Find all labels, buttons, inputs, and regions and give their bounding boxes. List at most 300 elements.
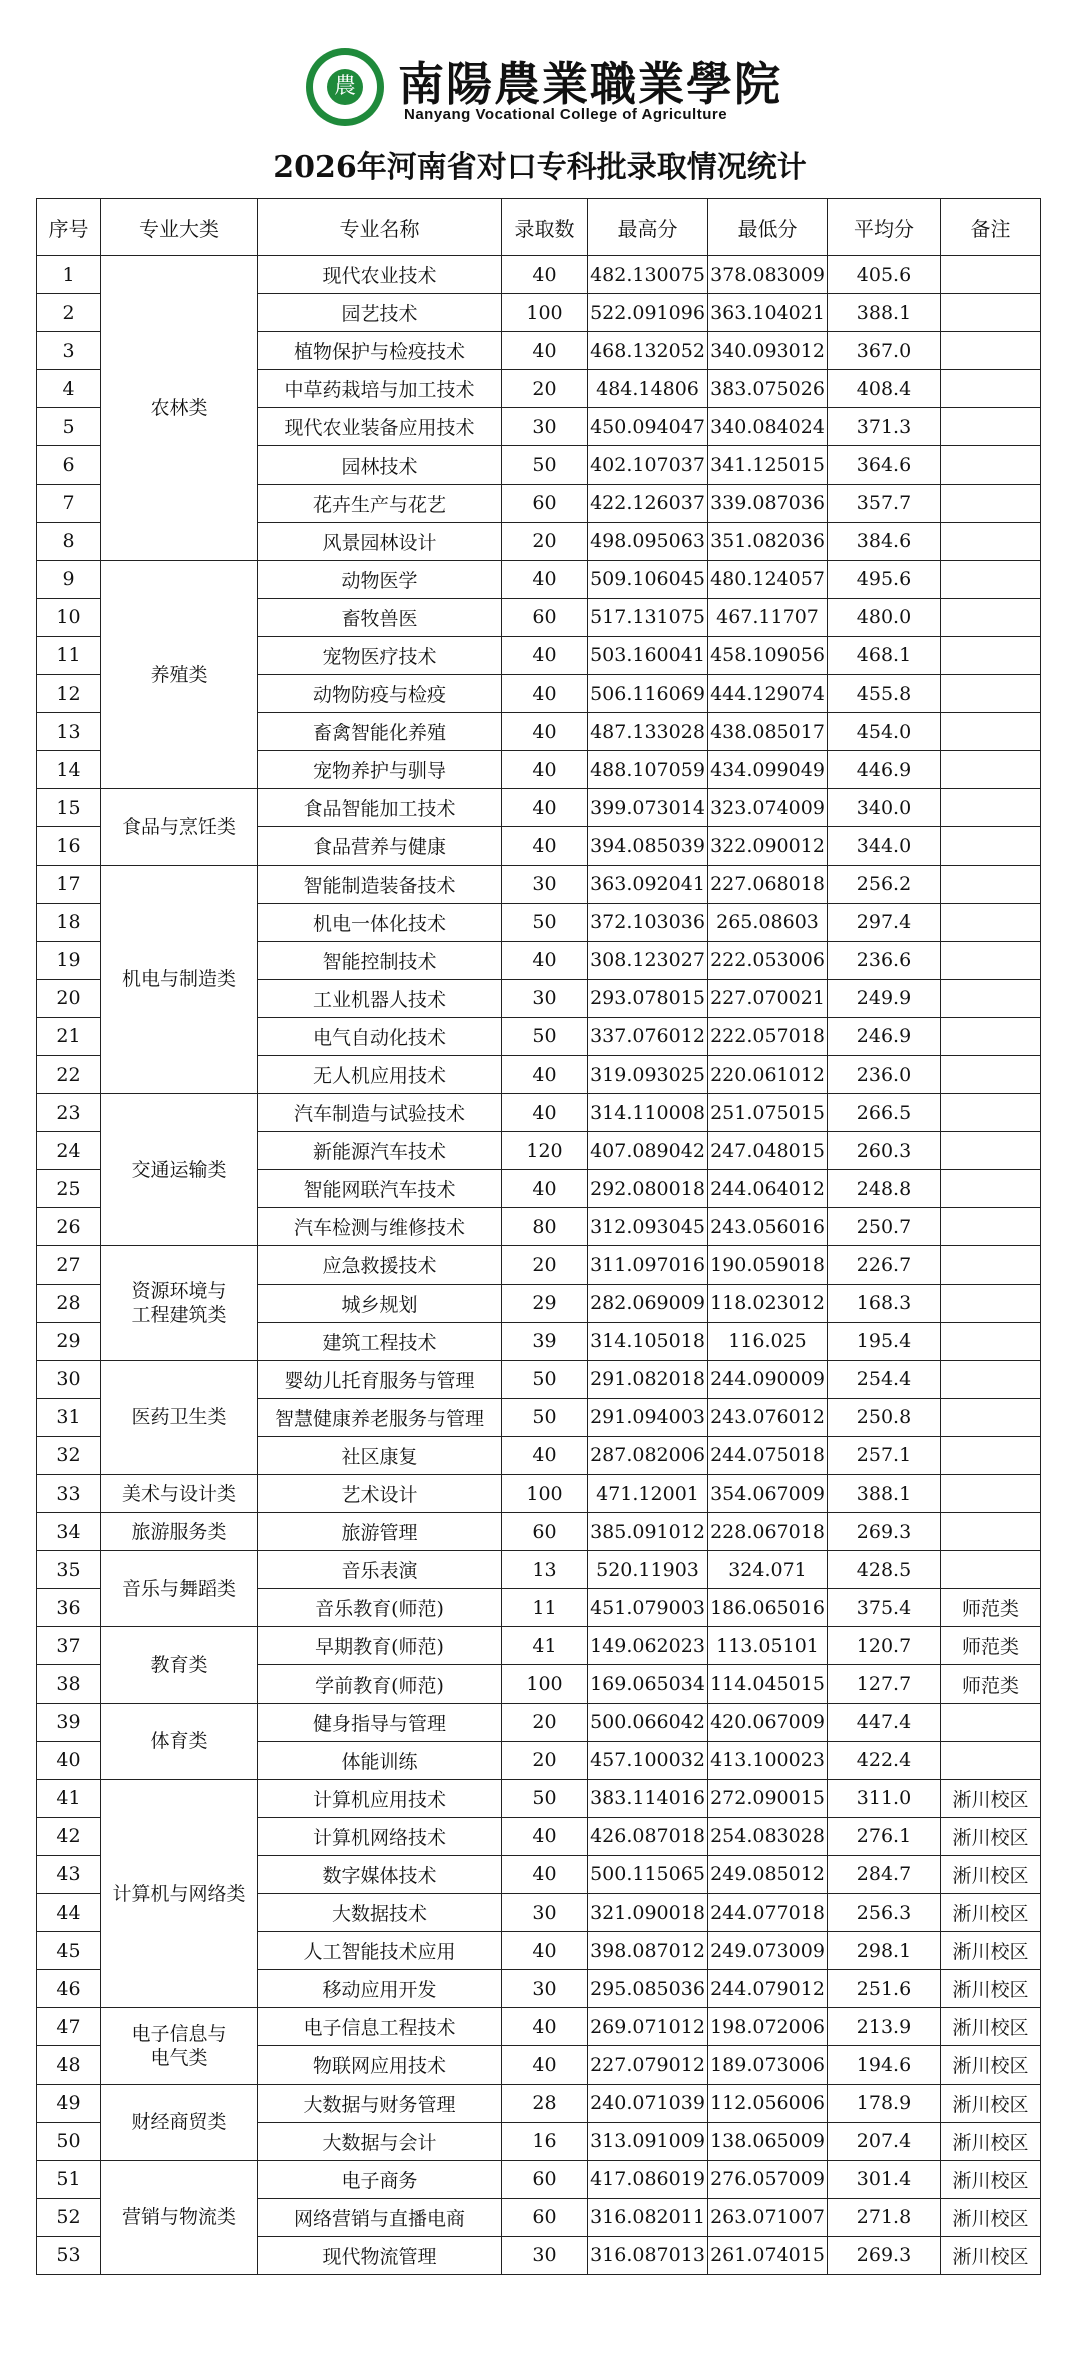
admitted-count-cell: 50 [502, 446, 588, 484]
avg-score-cell: 120.7 [828, 1627, 941, 1665]
remark-cell [941, 636, 1041, 674]
min-score-cell: 227.068018 [708, 865, 828, 903]
admitted-count-cell: 100 [502, 294, 588, 332]
min-score-cell: 189.073006 [708, 2046, 828, 2084]
max-score-cell: 520.11903 [588, 1551, 708, 1589]
admission-table [36, 198, 1041, 2275]
max-score-cell: 314.105018 [588, 1322, 708, 1360]
max-score-cell: 503.160041 [588, 636, 708, 674]
admitted-count-cell: 30 [502, 979, 588, 1017]
major-name-cell: 动物医学 [258, 560, 502, 598]
min-score-cell: 244.075018 [708, 1436, 828, 1474]
table-row [37, 865, 1041, 903]
admitted-count-cell: 50 [502, 1779, 588, 1817]
max-score-cell: 311.097016 [588, 1246, 708, 1284]
category-cell: 教育类 [101, 1627, 258, 1703]
max-score-cell: 506.116069 [588, 675, 708, 713]
avg-score-cell: 447.4 [828, 1703, 941, 1741]
category-cell: 营销与物流类 [101, 2160, 258, 2274]
row-index-cell: 48 [37, 2046, 101, 2084]
remark-cell: 淅川校区 [941, 2046, 1041, 2084]
avg-score-cell: 371.3 [828, 408, 941, 446]
avg-score-cell: 257.1 [828, 1436, 941, 1474]
major-name-cell: 学前教育(师范) [258, 1665, 502, 1703]
header-row [37, 199, 1041, 256]
remark-cell: 淅川校区 [941, 2122, 1041, 2160]
avg-score-cell: 260.3 [828, 1132, 941, 1170]
remark-cell [941, 789, 1041, 827]
avg-score-cell: 226.7 [828, 1246, 941, 1284]
category-cell: 养殖类 [101, 560, 258, 789]
remark-cell [941, 865, 1041, 903]
admitted-count-cell: 30 [502, 2236, 588, 2274]
logo-core: 農 [327, 69, 363, 105]
admitted-count-cell: 100 [502, 1665, 588, 1703]
row-index-cell: 12 [37, 675, 101, 713]
avg-score-cell: 271.8 [828, 2198, 941, 2236]
admitted-count-cell: 20 [502, 1703, 588, 1741]
row-index-cell: 6 [37, 446, 101, 484]
row-index-cell: 15 [37, 789, 101, 827]
admitted-count-cell: 40 [502, 941, 588, 979]
max-score-cell: 293.078015 [588, 979, 708, 1017]
column-header: 专业名称 [258, 199, 502, 256]
remark-cell [941, 675, 1041, 713]
row-index-cell: 8 [37, 522, 101, 560]
avg-score-cell: 195.4 [828, 1322, 941, 1360]
row-index-cell: 16 [37, 827, 101, 865]
major-name-cell: 音乐教育(师范) [258, 1589, 502, 1627]
max-score-cell: 314.110008 [588, 1094, 708, 1132]
max-score-cell: 500.066042 [588, 1703, 708, 1741]
admitted-count-cell: 40 [502, 332, 588, 370]
min-score-cell: 244.079012 [708, 1970, 828, 2008]
major-name-cell: 智能控制技术 [258, 941, 502, 979]
major-name-cell: 动物防疫与检疫 [258, 675, 502, 713]
category-cell: 旅游服务类 [101, 1513, 258, 1551]
major-name-cell: 食品智能加工技术 [258, 789, 502, 827]
avg-score-cell: 248.8 [828, 1170, 941, 1208]
table-row [37, 1513, 1041, 1551]
avg-score-cell: 428.5 [828, 1551, 941, 1589]
max-score-cell: 169.065034 [588, 1665, 708, 1703]
avg-score-cell: 408.4 [828, 370, 941, 408]
major-name-cell: 新能源汽车技术 [258, 1132, 502, 1170]
remark-cell [941, 1055, 1041, 1093]
min-score-cell: 198.072006 [708, 2008, 828, 2046]
max-score-cell: 451.079003 [588, 1589, 708, 1627]
max-score-cell: 383.114016 [588, 1779, 708, 1817]
category-label-line: 电气类 [150, 2046, 208, 2069]
row-index-cell: 36 [37, 1589, 101, 1627]
admitted-count-cell: 16 [502, 2122, 588, 2160]
row-index-cell: 28 [37, 1284, 101, 1322]
min-score-cell: 254.083028 [708, 1817, 828, 1855]
min-score-cell: 272.090015 [708, 1779, 828, 1817]
avg-score-cell: 236.0 [828, 1055, 941, 1093]
row-index-cell: 35 [37, 1551, 101, 1589]
remark-cell [941, 370, 1041, 408]
avg-score-cell: 297.4 [828, 903, 941, 941]
table-row [37, 1246, 1041, 1284]
admitted-count-cell: 13 [502, 1551, 588, 1589]
remark-cell [941, 1132, 1041, 1170]
remark-cell [941, 408, 1041, 446]
table-row [37, 2084, 1041, 2122]
remark-cell [941, 1398, 1041, 1436]
major-name-cell: 汽车检测与维修技术 [258, 1208, 502, 1246]
admitted-count-cell: 41 [502, 1627, 588, 1665]
row-index-cell: 22 [37, 1055, 101, 1093]
min-score-cell: 118.023012 [708, 1284, 828, 1322]
major-name-cell: 现代物流管理 [258, 2236, 502, 2274]
remark-cell: 淅川校区 [941, 1894, 1041, 1932]
min-score-cell: 113.05101 [708, 1627, 828, 1665]
admitted-count-cell: 30 [502, 408, 588, 446]
row-index-cell: 30 [37, 1360, 101, 1398]
row-index-cell: 29 [37, 1322, 101, 1360]
admitted-count-cell: 30 [502, 865, 588, 903]
max-score-cell: 321.090018 [588, 1894, 708, 1932]
column-header: 平均分 [828, 199, 941, 256]
row-index-cell: 34 [37, 1513, 101, 1551]
min-score-cell: 413.100023 [708, 1741, 828, 1779]
avg-score-cell: 250.8 [828, 1398, 941, 1436]
admitted-count-cell: 40 [502, 713, 588, 751]
max-score-cell: 500.115065 [588, 1855, 708, 1893]
min-score-cell: 324.071 [708, 1551, 828, 1589]
major-name-cell: 园艺技术 [258, 294, 502, 332]
admitted-count-cell: 40 [502, 1436, 588, 1474]
max-score-cell: 450.094047 [588, 408, 708, 446]
major-name-cell: 电子信息工程技术 [258, 2008, 502, 2046]
row-index-cell: 41 [37, 1779, 101, 1817]
category-cell: 美术与设计类 [101, 1475, 258, 1513]
admitted-count-cell: 40 [502, 1055, 588, 1093]
major-name-cell: 花卉生产与花艺 [258, 484, 502, 522]
major-name-cell: 机电一体化技术 [258, 903, 502, 941]
min-score-cell: 116.025 [708, 1322, 828, 1360]
row-index-cell: 32 [37, 1436, 101, 1474]
min-score-cell: 138.065009 [708, 2122, 828, 2160]
major-name-cell: 智能网联汽车技术 [258, 1170, 502, 1208]
row-index-cell: 43 [37, 1855, 101, 1893]
college-logo-icon [306, 48, 384, 126]
table-row [37, 256, 1041, 294]
row-index-cell: 40 [37, 1741, 101, 1779]
max-score-cell: 482.130075 [588, 256, 708, 294]
remark-cell [941, 332, 1041, 370]
min-score-cell: 434.099049 [708, 751, 828, 789]
remark-cell [941, 827, 1041, 865]
page-title: 2026年河南省对口专科批录取情况统计 [273, 150, 807, 185]
remark-cell: 淅川校区 [941, 2160, 1041, 2198]
avg-score-cell: 178.9 [828, 2084, 941, 2122]
row-index-cell: 49 [37, 2084, 101, 2122]
max-score-cell: 487.133028 [588, 713, 708, 751]
admitted-count-cell: 60 [502, 484, 588, 522]
admitted-count-cell: 50 [502, 1017, 588, 1055]
max-score-cell: 337.076012 [588, 1017, 708, 1055]
page-header [0, 0, 1080, 138]
avg-score-cell: 357.7 [828, 484, 941, 522]
column-header: 录取数 [502, 199, 588, 256]
max-score-cell: 417.086019 [588, 2160, 708, 2198]
avg-score-cell: 236.6 [828, 941, 941, 979]
remark-cell [941, 941, 1041, 979]
major-name-cell: 园林技术 [258, 446, 502, 484]
avg-score-cell: 455.8 [828, 675, 941, 713]
admitted-count-cell: 11 [502, 1589, 588, 1627]
avg-score-cell: 454.0 [828, 713, 941, 751]
max-score-cell: 385.091012 [588, 1513, 708, 1551]
min-score-cell: 383.075026 [708, 370, 828, 408]
major-name-cell: 宠物医疗技术 [258, 636, 502, 674]
avg-score-cell: 127.7 [828, 1665, 941, 1703]
row-index-cell: 37 [37, 1627, 101, 1665]
category-cell: 计算机与网络类 [101, 1779, 258, 2008]
admitted-count-cell: 60 [502, 598, 588, 636]
row-index-cell: 51 [37, 2160, 101, 2198]
remark-cell: 淅川校区 [941, 2198, 1041, 2236]
max-score-cell: 402.107037 [588, 446, 708, 484]
table-row [37, 1703, 1041, 1741]
remark-cell [941, 1741, 1041, 1779]
avg-score-cell: 213.9 [828, 2008, 941, 2046]
admitted-count-cell: 20 [502, 1246, 588, 1284]
column-header: 备注 [941, 199, 1041, 256]
major-name-cell: 中草药栽培与加工技术 [258, 370, 502, 408]
major-name-cell: 现代农业技术 [258, 256, 502, 294]
row-index-cell: 38 [37, 1665, 101, 1703]
min-score-cell: 378.083009 [708, 256, 828, 294]
min-score-cell: 323.074009 [708, 789, 828, 827]
admitted-count-cell: 40 [502, 1932, 588, 1970]
max-score-cell: 319.093025 [588, 1055, 708, 1093]
category-cell: 机电与制造类 [101, 865, 258, 1094]
remark-cell [941, 560, 1041, 598]
admitted-count-cell: 50 [502, 1360, 588, 1398]
admitted-count-cell: 120 [502, 1132, 588, 1170]
remark-cell [941, 484, 1041, 522]
row-index-cell: 45 [37, 1932, 101, 1970]
category-cell: 农林类 [101, 256, 258, 561]
row-index-cell: 42 [37, 1817, 101, 1855]
college-name-en: Nanyang Vocational College of Agriculture [404, 106, 728, 123]
min-score-cell: 249.085012 [708, 1855, 828, 1893]
min-score-cell: 261.074015 [708, 2236, 828, 2274]
major-name-cell: 智慧健康养老服务与管理 [258, 1398, 502, 1436]
admitted-count-cell: 40 [502, 1817, 588, 1855]
category-cell [101, 1246, 258, 1360]
avg-score-cell: 249.9 [828, 979, 941, 1017]
avg-score-cell: 298.1 [828, 1932, 941, 1970]
max-score-cell: 308.123027 [588, 941, 708, 979]
college-name-cn: 南陽農業職業學院 [398, 57, 782, 111]
table-row [37, 1475, 1041, 1513]
major-name-cell: 社区康复 [258, 1436, 502, 1474]
min-score-cell: 340.093012 [708, 332, 828, 370]
avg-score-cell: 446.9 [828, 751, 941, 789]
avg-score-cell: 269.3 [828, 2236, 941, 2274]
max-score-cell: 407.089042 [588, 1132, 708, 1170]
admitted-count-cell: 40 [502, 256, 588, 294]
major-name-cell: 音乐表演 [258, 1551, 502, 1589]
remark-cell: 淅川校区 [941, 1817, 1041, 1855]
row-index-cell: 31 [37, 1398, 101, 1436]
admitted-count-cell: 60 [502, 1513, 588, 1551]
remark-cell: 淅川校区 [941, 1970, 1041, 2008]
avg-score-cell: 250.7 [828, 1208, 941, 1246]
min-score-cell: 444.129074 [708, 675, 828, 713]
admitted-count-cell: 40 [502, 1170, 588, 1208]
admitted-count-cell: 30 [502, 1970, 588, 2008]
remark-cell [941, 522, 1041, 560]
max-score-cell: 372.103036 [588, 903, 708, 941]
major-name-cell: 计算机网络技术 [258, 1817, 502, 1855]
admitted-count-cell: 40 [502, 827, 588, 865]
table-row [37, 2008, 1041, 2046]
column-header: 专业大类 [101, 199, 258, 256]
table-body [37, 256, 1041, 2275]
remark-cell [941, 1360, 1041, 1398]
major-name-cell: 物联网应用技术 [258, 2046, 502, 2084]
remark-cell [941, 751, 1041, 789]
remark-cell: 师范类 [941, 1627, 1041, 1665]
row-index-cell: 1 [37, 256, 101, 294]
avg-score-cell: 256.2 [828, 865, 941, 903]
row-index-cell: 39 [37, 1703, 101, 1741]
row-index-cell: 25 [37, 1170, 101, 1208]
major-name-cell: 旅游管理 [258, 1513, 502, 1551]
max-score-cell: 227.079012 [588, 2046, 708, 2084]
major-name-cell: 城乡规划 [258, 1284, 502, 1322]
category-cell: 音乐与舞蹈类 [101, 1551, 258, 1627]
min-score-cell: 276.057009 [708, 2160, 828, 2198]
row-index-cell: 5 [37, 408, 101, 446]
max-score-cell: 240.071039 [588, 2084, 708, 2122]
max-score-cell: 399.073014 [588, 789, 708, 827]
avg-score-cell: 468.1 [828, 636, 941, 674]
row-index-cell: 4 [37, 370, 101, 408]
major-name-cell: 畜牧兽医 [258, 598, 502, 636]
major-name-cell: 人工智能技术应用 [258, 1932, 502, 1970]
avg-score-cell: 276.1 [828, 1817, 941, 1855]
remark-cell: 淅川校区 [941, 1932, 1041, 1970]
remark-cell [941, 1436, 1041, 1474]
admitted-count-cell: 28 [502, 2084, 588, 2122]
avg-score-cell: 367.0 [828, 332, 941, 370]
admitted-count-cell: 100 [502, 1475, 588, 1513]
max-score-cell: 522.091096 [588, 294, 708, 332]
admitted-count-cell: 40 [502, 636, 588, 674]
min-score-cell: 263.071007 [708, 2198, 828, 2236]
avg-score-cell: 405.6 [828, 256, 941, 294]
avg-score-cell: 168.3 [828, 1284, 941, 1322]
min-score-cell: 249.073009 [708, 1932, 828, 1970]
category-cell: 体育类 [101, 1703, 258, 1779]
remark-cell [941, 1246, 1041, 1284]
min-score-cell: 228.067018 [708, 1513, 828, 1551]
major-name-cell: 工业机器人技术 [258, 979, 502, 1017]
max-score-cell: 363.092041 [588, 865, 708, 903]
admitted-count-cell: 39 [502, 1322, 588, 1360]
min-score-cell: 363.104021 [708, 294, 828, 332]
avg-score-cell: 256.3 [828, 1894, 941, 1932]
table-row [37, 789, 1041, 827]
max-score-cell: 457.100032 [588, 1741, 708, 1779]
remark-cell [941, 294, 1041, 332]
row-index-cell: 50 [37, 2122, 101, 2160]
avg-score-cell: 388.1 [828, 1475, 941, 1513]
admitted-count-cell: 40 [502, 560, 588, 598]
row-index-cell: 47 [37, 2008, 101, 2046]
min-score-cell: 438.085017 [708, 713, 828, 751]
major-name-cell: 植物保护与检疫技术 [258, 332, 502, 370]
major-name-cell: 移动应用开发 [258, 1970, 502, 2008]
remark-cell [941, 1208, 1041, 1246]
remark-cell [941, 1017, 1041, 1055]
max-score-cell: 316.087013 [588, 2236, 708, 2274]
major-name-cell: 无人机应用技术 [258, 1055, 502, 1093]
max-score-cell: 316.082011 [588, 2198, 708, 2236]
avg-score-cell: 375.4 [828, 1589, 941, 1627]
min-score-cell: 227.070021 [708, 979, 828, 1017]
column-header: 序号 [37, 199, 101, 256]
avg-score-cell: 194.6 [828, 2046, 941, 2084]
avg-score-cell: 364.6 [828, 446, 941, 484]
avg-score-cell: 480.0 [828, 598, 941, 636]
remark-cell [941, 598, 1041, 636]
avg-score-cell: 495.6 [828, 560, 941, 598]
max-score-cell: 295.085036 [588, 1970, 708, 2008]
table-row [37, 2160, 1041, 2198]
row-index-cell: 27 [37, 1246, 101, 1284]
category-cell: 医药卫生类 [101, 1360, 258, 1474]
remark-cell [941, 1475, 1041, 1513]
row-index-cell: 9 [37, 560, 101, 598]
remark-cell [941, 713, 1041, 751]
major-name-cell: 电气自动化技术 [258, 1017, 502, 1055]
admitted-count-cell: 50 [502, 903, 588, 941]
min-score-cell: 244.077018 [708, 1894, 828, 1932]
avg-score-cell: 344.0 [828, 827, 941, 865]
major-name-cell: 畜禽智能化养殖 [258, 713, 502, 751]
major-name-cell: 建筑工程技术 [258, 1322, 502, 1360]
major-name-cell: 网络营销与直播电商 [258, 2198, 502, 2236]
row-index-cell: 10 [37, 598, 101, 636]
row-index-cell: 19 [37, 941, 101, 979]
admitted-count-cell: 20 [502, 370, 588, 408]
avg-score-cell: 311.0 [828, 1779, 941, 1817]
min-score-cell: 341.125015 [708, 446, 828, 484]
remark-cell [941, 1703, 1041, 1741]
row-index-cell: 53 [37, 2236, 101, 2274]
min-score-cell: 247.048015 [708, 1132, 828, 1170]
remark-cell: 淅川校区 [941, 2084, 1041, 2122]
min-score-cell: 340.084024 [708, 408, 828, 446]
min-score-cell: 244.064012 [708, 1170, 828, 1208]
row-index-cell: 3 [37, 332, 101, 370]
min-score-cell: 220.061012 [708, 1055, 828, 1093]
category-label-line: 资源环境与 [131, 1280, 227, 1303]
major-name-cell: 早期教育(师范) [258, 1627, 502, 1665]
category-cell: 食品与烹饪类 [101, 789, 258, 865]
max-score-cell: 517.131075 [588, 598, 708, 636]
table-row [37, 1779, 1041, 1817]
min-score-cell: 222.057018 [708, 1017, 828, 1055]
row-index-cell: 11 [37, 636, 101, 674]
